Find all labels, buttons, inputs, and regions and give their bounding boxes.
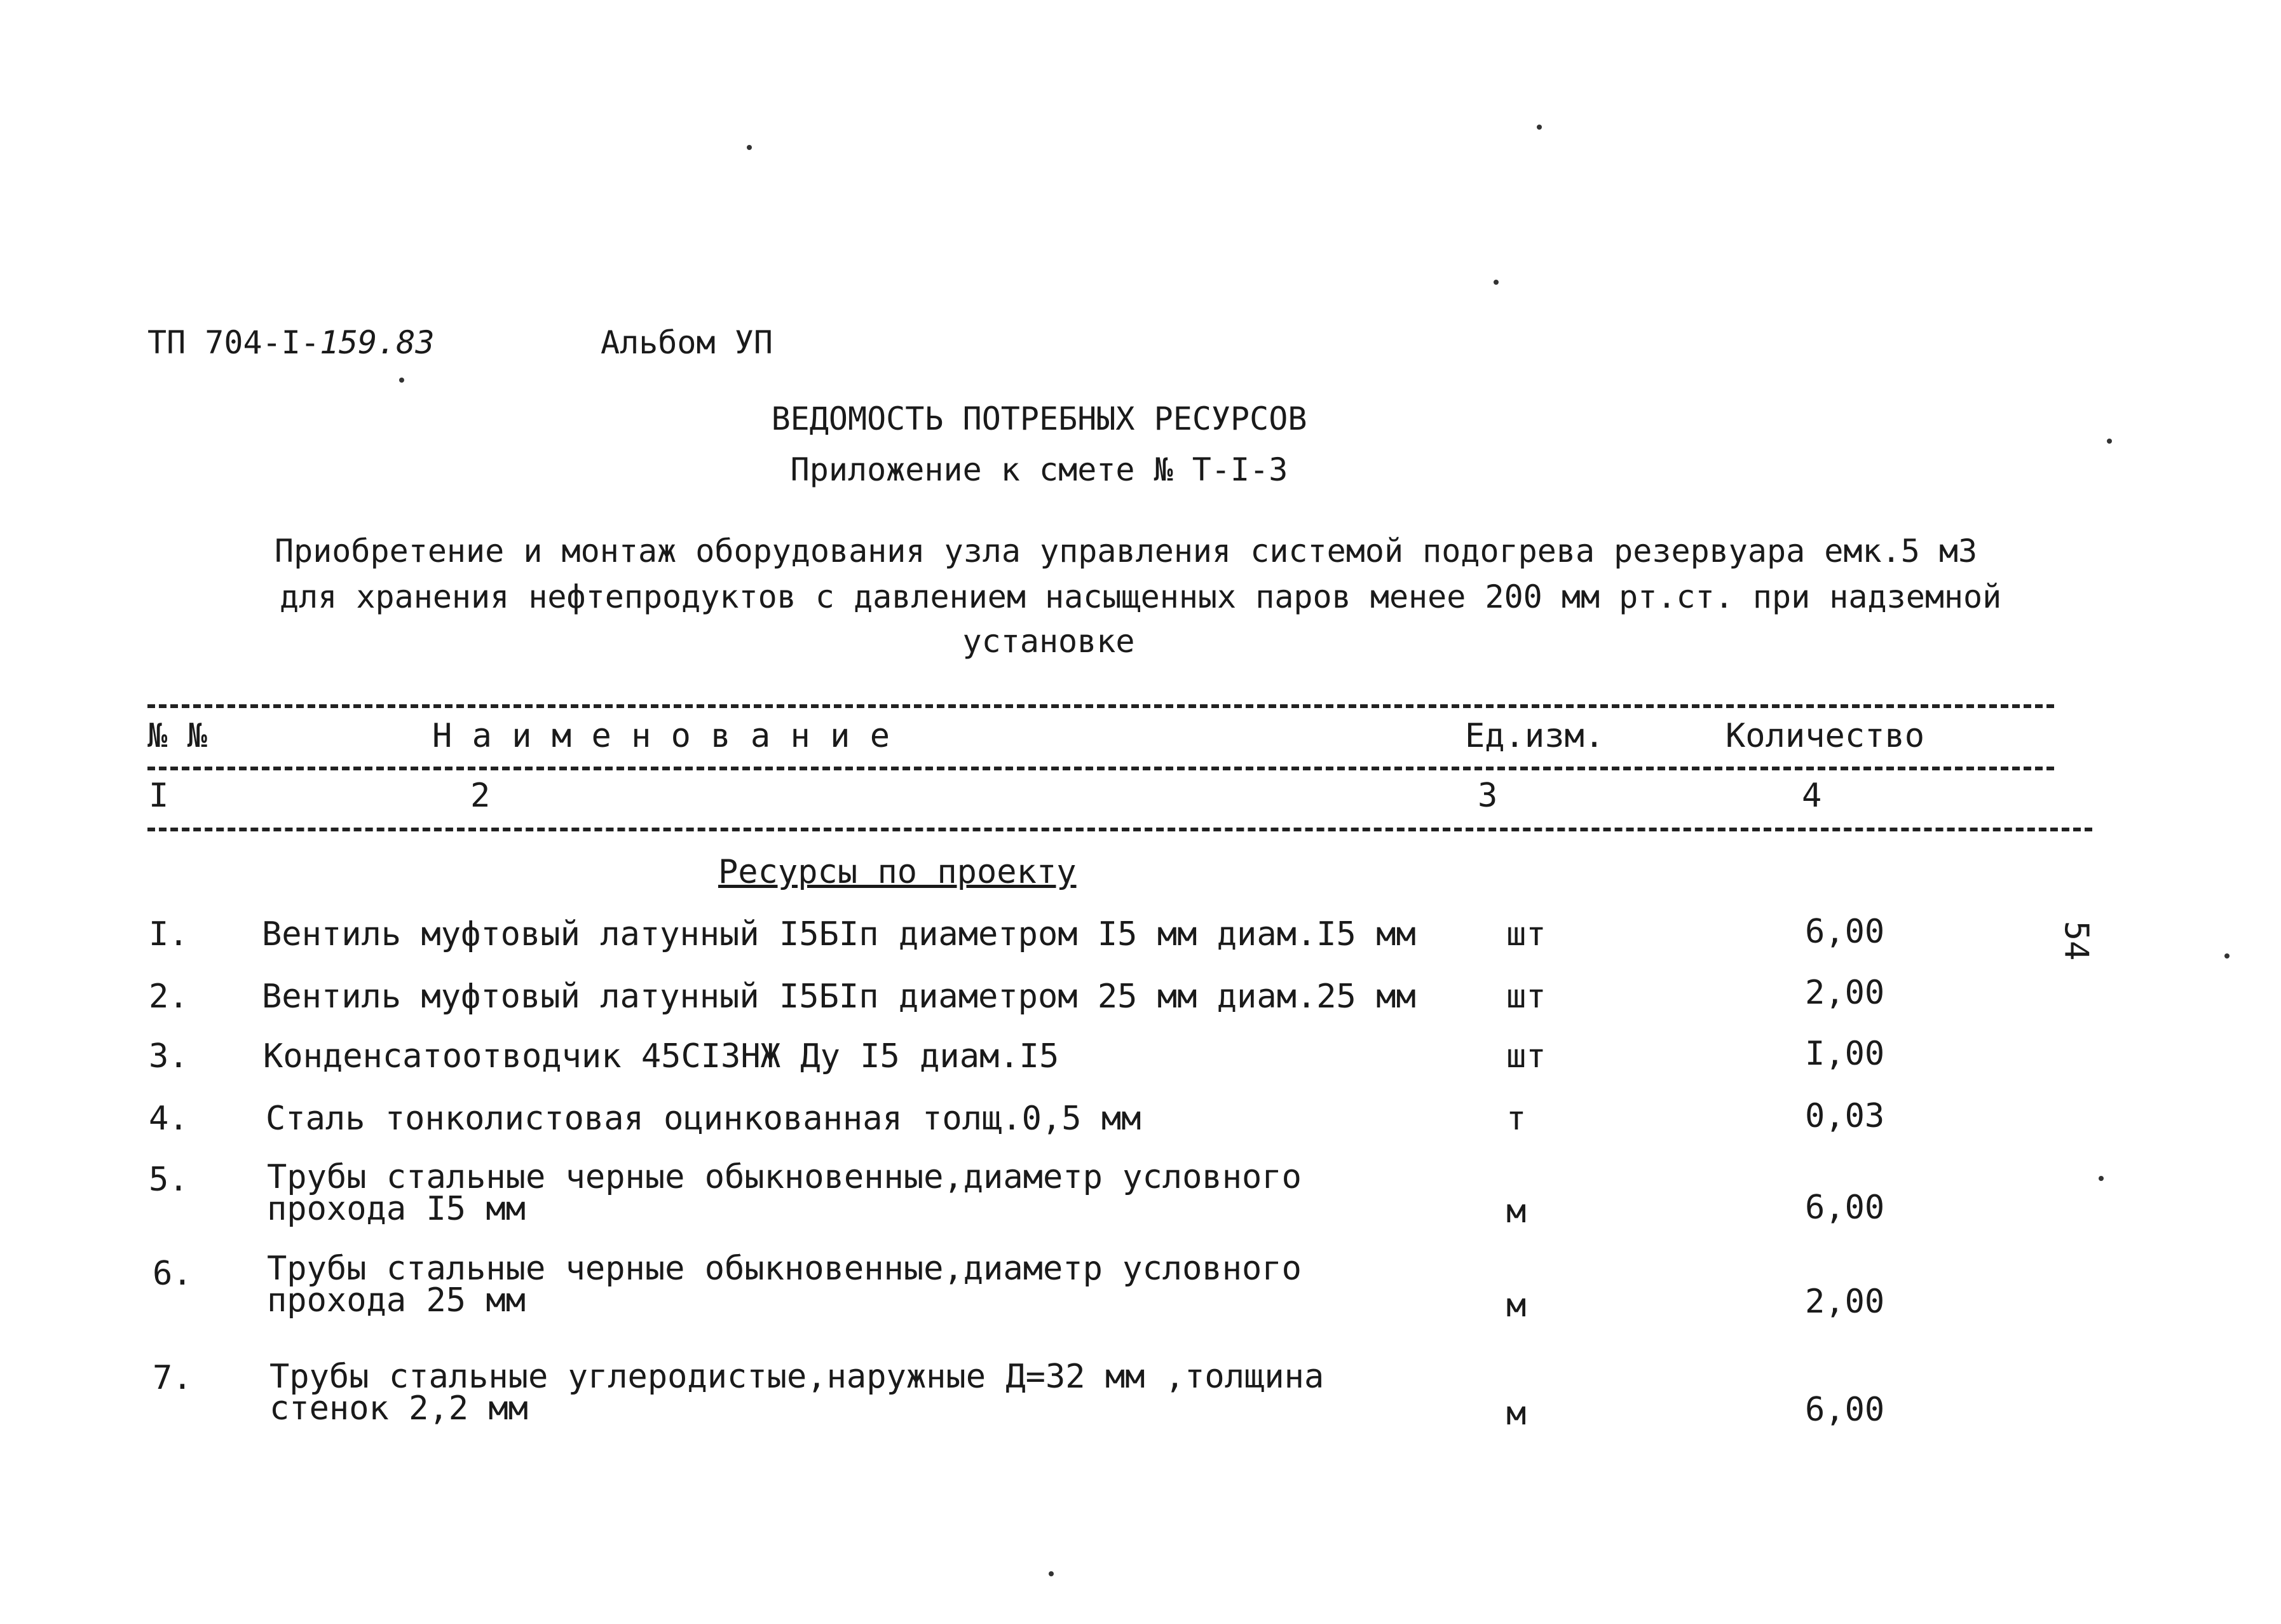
row-6-unit: м	[1506, 1286, 1527, 1325]
page-subtitle: Приложение к смете № Т-I-3	[790, 451, 1288, 488]
header-quantity: Количество	[1726, 717, 1925, 755]
row-4-name: Сталь тонколистовая оцинкованная толщ.0,5 мм	[266, 1100, 1141, 1138]
scan-speck	[2224, 953, 2230, 959]
row-7-number: 7.	[153, 1359, 193, 1397]
document-code	[147, 324, 435, 361]
row-1-unit: шт	[1506, 915, 1546, 953]
scan-speck	[1494, 280, 1499, 285]
row-4-unit: т	[1506, 1100, 1527, 1138]
section-title: Ресурсы по проекту	[718, 853, 1077, 891]
row-5-name-line-1: Трубы стальные черные обыкновенные,диаметр условного	[267, 1158, 1302, 1196]
table-top-rule	[147, 704, 2054, 708]
description-line-1: Приобретение и монтаж оборудования узла управления системой подогрева резервуара емк.5 м3	[275, 533, 1978, 570]
row-4-number: 4.	[149, 1100, 189, 1138]
row-7-unit: м	[1506, 1395, 1527, 1433]
row-2-quantity: 2,00	[1805, 974, 1885, 1012]
row-6-quantity: 2,00	[1805, 1283, 1885, 1321]
row-4-quantity: 0,03	[1805, 1097, 1885, 1135]
row-1-name: Вентиль муфтовый латунный I5БIп диаметром I5 мм диам.I5 мм	[262, 915, 1416, 953]
header-number: № №	[147, 717, 207, 755]
row-7-name-line-2: стенок 2,2 мм	[269, 1389, 528, 1428]
row-3-unit: шт	[1506, 1037, 1546, 1075]
row-6-name-line-2: прохода 25 мм	[267, 1281, 526, 1320]
page-title: ВЕДОМОСТЬ ПОТРЕБНЫХ РЕСУРСОВ	[771, 400, 1307, 437]
table-header-rule	[147, 767, 2054, 770]
row-3-name: Конденсатоотводчик 45СI3НЖ Ду I5 диам.I5	[263, 1037, 1059, 1075]
row-2-name: Вентиль муфтовый латунный I5БIп диаметром 25 мм диам.25 мм	[262, 978, 1416, 1016]
document-code-printed: ТП 704-I-	[147, 324, 320, 361]
row-6-name-line-1: Трубы стальные черные обыкновенные,диаметр условного	[267, 1250, 1302, 1288]
column-number-2: 2	[470, 777, 491, 815]
scan-speck	[1049, 1571, 1054, 1576]
row-3-number: 3.	[149, 1037, 189, 1075]
table-column-number-rule	[147, 828, 2092, 831]
scan-speck	[2099, 1176, 2104, 1181]
row-5-number: 5.	[149, 1161, 189, 1199]
row-7-name-line-1: Трубы стальные углеродистые,наружные Д=32 мм ,толщина	[269, 1358, 1324, 1396]
row-2-unit: шт	[1506, 978, 1546, 1016]
row-1-quantity: 6,00	[1805, 913, 1885, 951]
column-number-4: 4	[1802, 777, 1822, 815]
scan-speck	[2107, 439, 2112, 444]
row-3-quantity: I,00	[1805, 1035, 1885, 1073]
row-7-quantity: 6,00	[1805, 1391, 1885, 1429]
album-label: Альбом УП	[601, 324, 773, 361]
scan-speck	[747, 145, 752, 150]
description-line-2: для хранения нефтепродуктов с давлением насыщенных паров менее 200 мм рт.ст. при надземной	[280, 578, 2002, 615]
header-unit: Ед.изм.	[1465, 717, 1605, 755]
document-code-handwritten: 159.83	[319, 324, 435, 361]
scan-speck	[399, 378, 404, 383]
row-5-name-line-2: прохода I5 мм	[267, 1190, 526, 1228]
description-line-3: установке	[962, 623, 1135, 660]
row-5-quantity: 6,00	[1805, 1189, 1885, 1227]
column-number-1: I	[149, 777, 169, 815]
scan-speck	[1537, 125, 1542, 130]
header-name: Н а и м е н о в а н и е	[432, 717, 890, 755]
row-5-unit: м	[1506, 1192, 1527, 1231]
row-6-number: 6.	[153, 1255, 193, 1293]
column-number-3: 3	[1478, 777, 1498, 815]
page-number: 54	[2057, 920, 2095, 961]
row-1-number: I.	[149, 915, 189, 953]
row-2-number: 2.	[149, 978, 189, 1016]
